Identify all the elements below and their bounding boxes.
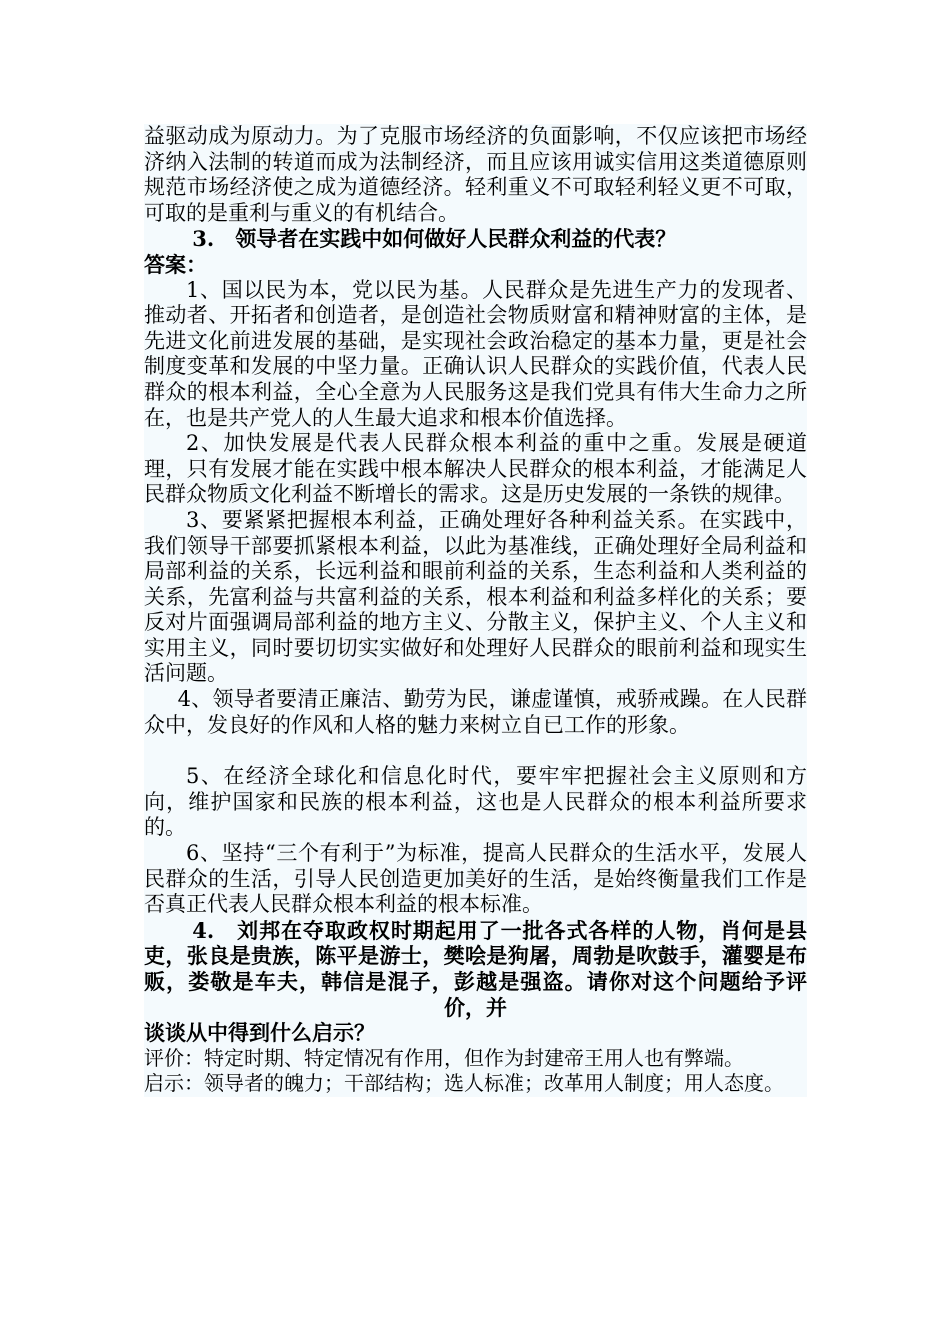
question-3-heading: 3. 领导者在实践中如何做好人民群众利益的代表？ bbox=[192, 226, 677, 252]
answer-item-4: 4、领导者要清正廉洁、勤劳为民，谦虚谨慎，戒骄戒躁。在人民群众中，发良好的作风和人格的魅力来树立自已工作的形象。 bbox=[144, 687, 807, 737]
answer-item-3: 3、要紧紧把握根本利益，正确处理好各种利益关系。在实践中，我们领导干部要抓紧根本利益，以此为基准线，正确处理好全局利益和局部利益的关系，长远利益和眼前利益的关系，生态利益和人类利益的关系，先富利益与共富利益的关系，根本利益和利益多样化的关系；要反对片面强调局部利益的地方主义、分散主义，保护主义、个人主义和实用主义，同时要切切实实做好和处理好人民群众的眼前利益和现实生活问题。 bbox=[144, 507, 807, 686]
answer-item-2: 2、加快发展是代表人民群众根本利益的重中之重。发展是硬道理，只有发展才能在实践中根本解决人民群众的根本利益，才能满足人民群众物质文化利益不断增长的需求。这是历史发展的一条铁的规律。 bbox=[144, 431, 807, 507]
answer-label: 答案： bbox=[144, 251, 207, 277]
evaluation-text: 评价：特定时期、特定情况有作用，但作为封建帝王用人也有弊端。 bbox=[144, 1045, 744, 1070]
answer-item-5: 5、在经济全球化和信息化时代，要牢牢把握社会主义原则和方向，维护国家和民族的根本利益，这也是人民群众的根本利益所要求的。 bbox=[144, 764, 807, 840]
answer-item-1: 1、国以民为本，党以民为基。人民群众是先进生产力的发现者、推动者、开拓者和创造者，是创造社会物质财富和精神财富的主体，是先进文化前进发展的基础，是实现社会政治稳定的基本力量，更是社会制度变革和发展的中坚力量。正确认识人民群众的实践价值，代表人民群众的根本利益，全心全意为人民服务这是我们党具有伟大生命力之所在，也是共产党人的人生最大追求和根本价值选择。 bbox=[144, 277, 807, 430]
inspiration-text: 启示：领导者的魄力；干部结构；选人标准；改革用人制度；用人态度。 bbox=[144, 1071, 784, 1096]
answer-item-6: 6、坚持“三个有利于”为标准，提高人民群众的生活水平，发展人民群众的生活，引导人民创造更加美好的生活，是始终衡量我们工作是否真正代表人民群众根本利益的根本标准。 bbox=[144, 841, 807, 917]
question-4-heading: 4. 刘邦在夺取政权时期起用了一批各式各样的人物，肖何是县吏，张良是贵族，陈平是游士，樊哙是狗屠，周勃是吹鼓手，灌婴是布贩，娄敬是车夫，韩信是混子，彭越是强盗。请你对这个问题给予评价，并 bbox=[144, 917, 807, 1020]
intro-paragraph: 益驱动成为原动力。为了克服市场经济的负面影响，不仅应该把市场经济纳入法制的转道而成为法制经济，而且应该用诚实信用这类道德原则规范市场经济使之成为道德经济。轻利重义不可取轻利轻义更不可取，可取的是重利与重义的有机结合。 bbox=[144, 124, 807, 225]
question-4-tail: 谈谈从中得到什么启示？ bbox=[144, 1020, 375, 1046]
blank-line bbox=[144, 738, 807, 764]
document-page bbox=[144, 124, 807, 1097]
